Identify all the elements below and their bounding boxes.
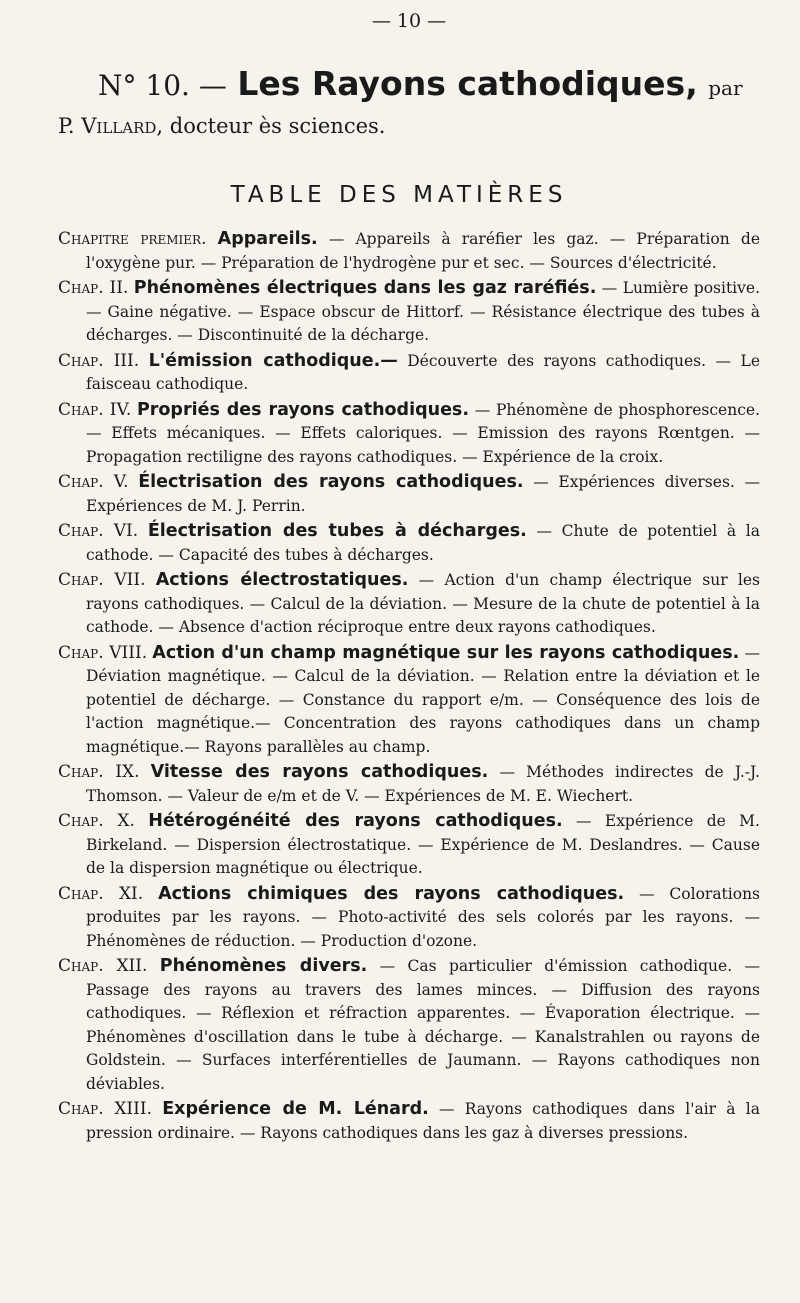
series-heading <box>98 64 760 108</box>
chapter-entry <box>58 883 760 954</box>
chapter-entry <box>58 761 760 808</box>
series-number: N° 10. — <box>98 69 227 102</box>
chapter-entry <box>58 350 760 397</box>
chapter-summary: — Déviation magnétique. — Calcul de la déviation. — Relation entre la déviation et le potentiel de décharge. — Constance du rapport e/m. — Conséquence des lois de l'action magnétique.— Concentration des rayons cathodiques dans un champ magnétique.— Rayons parallèles au champ. <box>86 643 760 756</box>
chapter-title: Phénomènes divers. <box>159 956 368 976</box>
chapter-label: Chapitre premier. <box>58 229 207 249</box>
chapter-entry <box>58 520 760 567</box>
chapter-summary: — Phénomène de phosphorescence. — Effets mécaniques. — Effets caloriques. — Emission des rayons Rœntgen. — Propagation rectiligne des rayons cathodiques. — Expérience de la croix. <box>86 400 760 466</box>
author-title: docteur ès sciences. <box>169 114 386 138</box>
chapter-summary: — Cas particulier d'émission cathodique. — Passage des rayons au travers des lames minces. — Diffusion des rayons cathodiques. — Réflexion et réfraction apparentes. — Évaporation électrique. — Phénomènes d'oscillation dans le tube à décharge. — Kanalstrahlen ou rayons de Goldstein. — Surfaces interférentielles de Jaumann. — Rayons cathodiques non déviables. <box>86 957 761 1093</box>
chapter-title: Hétérogénéité des rayons cathodiques. <box>148 811 563 831</box>
chapter-label: Chap. X. <box>58 811 135 831</box>
table-of-contents <box>58 228 760 1145</box>
toc-heading: TABLE DES MATIÈRES <box>230 182 568 208</box>
chapter-label: Chap. III. <box>58 350 140 371</box>
chapter-entry <box>58 1098 760 1145</box>
chapter-entry <box>58 228 760 275</box>
chapter-entry <box>58 569 760 640</box>
chapter-title: L'émission cathodique.— <box>148 350 398 371</box>
author-initial: P. <box>58 114 75 138</box>
chapter-title: Actions électrostatiques. <box>155 570 409 590</box>
chapter-summary: — Chute de potentiel à la cathode. — Capacité des tubes à décharges. <box>86 522 760 564</box>
chapter-entry <box>58 471 760 518</box>
chapter-label: Chap. XII. <box>58 956 148 976</box>
chapter-title: Vitesse des rayons cathodiques. <box>150 762 489 782</box>
chapter-entry <box>58 399 760 470</box>
chapter-summary: — Rayons cathodiques dans l'air à la pression ordinaire. — Rayons cathodiques dans les gaz à diverses pressions. <box>86 1100 760 1142</box>
chapter-entry <box>58 955 760 1096</box>
chapter-entry <box>58 277 760 348</box>
chapter-summary: — Méthodes indirectes de J.-J. Thomson. — Valeur de e/m et de V. — Expériences de M. E. Wiechert. <box>86 763 760 805</box>
chapter-summary: — Expérience de M. Birkeland. — Dispersion électrostatique. — Expérience de M. Deslandres. — Cause de la dispersion magnétique ou électrique. <box>86 812 760 877</box>
chapter-label: Chap. XI. <box>58 883 144 904</box>
chapter-summary: — Expériences diverses. — Expériences de M. J. Perrin. <box>86 473 761 515</box>
chapter-entry <box>58 642 760 760</box>
chapter-label: Chap. VIII. <box>58 642 148 663</box>
series-par: par <box>708 76 743 100</box>
chapter-label: Chap. IX. <box>58 762 140 782</box>
chapter-title: Phénomènes électriques dans les gaz raréfiés. <box>133 278 597 298</box>
chapter-label: Chap. II. <box>58 278 129 298</box>
chapter-label: Chap. VII. <box>58 570 146 590</box>
chapter-label: Chap. IV. <box>58 399 132 420</box>
chapter-summary: Découverte des rayons cathodiques. — Le faisceau cathodique. <box>86 351 760 393</box>
chapter-title: Électrisation des rayons cathodiques. <box>138 472 524 492</box>
chapter-title: Action d'un champ magnétique sur les rayons cathodiques. <box>152 642 740 663</box>
author-line <box>58 112 760 140</box>
chapter-title: Électrisation des tubes à décharges. <box>147 521 527 541</box>
chapter-summary: — Action d'un champ électrique sur les rayons cathodiques. — Calcul de la déviation. — Mesure de la chute de potentiel à la cathode. — Absence d'action réciproque entre deux rayons cathodiques. <box>86 571 760 636</box>
chapter-label: Chap. V. <box>58 472 129 492</box>
chapter-entry <box>58 810 760 881</box>
chapter-title: Expérience de M. Lénard. <box>162 1099 429 1119</box>
chapter-title: Actions chimiques des rayons cathodiques. <box>158 883 625 904</box>
chapter-summary: — Colorations produites par les rayons. — Photo-activité des sels colorés par les rayons. — Phénomènes de réduction. — Production d'ozone. <box>86 884 761 950</box>
chapter-title: Propriés des rayons cathodiques. <box>136 399 470 420</box>
page-number: — 10 — <box>371 10 447 32</box>
chapter-title: Appareils. <box>217 229 318 249</box>
chapter-summary: — Appareils à raréfier les gaz. — Préparation de l'oxygène pur. — Préparation de l'hydrogène pur et sec. — Sources d'électricité. <box>86 230 760 272</box>
chapter-label: Chap. XIII. <box>58 1099 152 1119</box>
author-name: Villard, <box>81 114 164 138</box>
chapter-summary: — Lumière positive. — Gaine négative. — Espace obscur de Hittorf. — Résistance électrique des tubes à décharges. — Discontinuité de la décharge. <box>86 279 760 344</box>
chapter-label: Chap. VI. <box>58 521 139 541</box>
series-title: Les Rayons cathodiques, <box>237 64 698 103</box>
